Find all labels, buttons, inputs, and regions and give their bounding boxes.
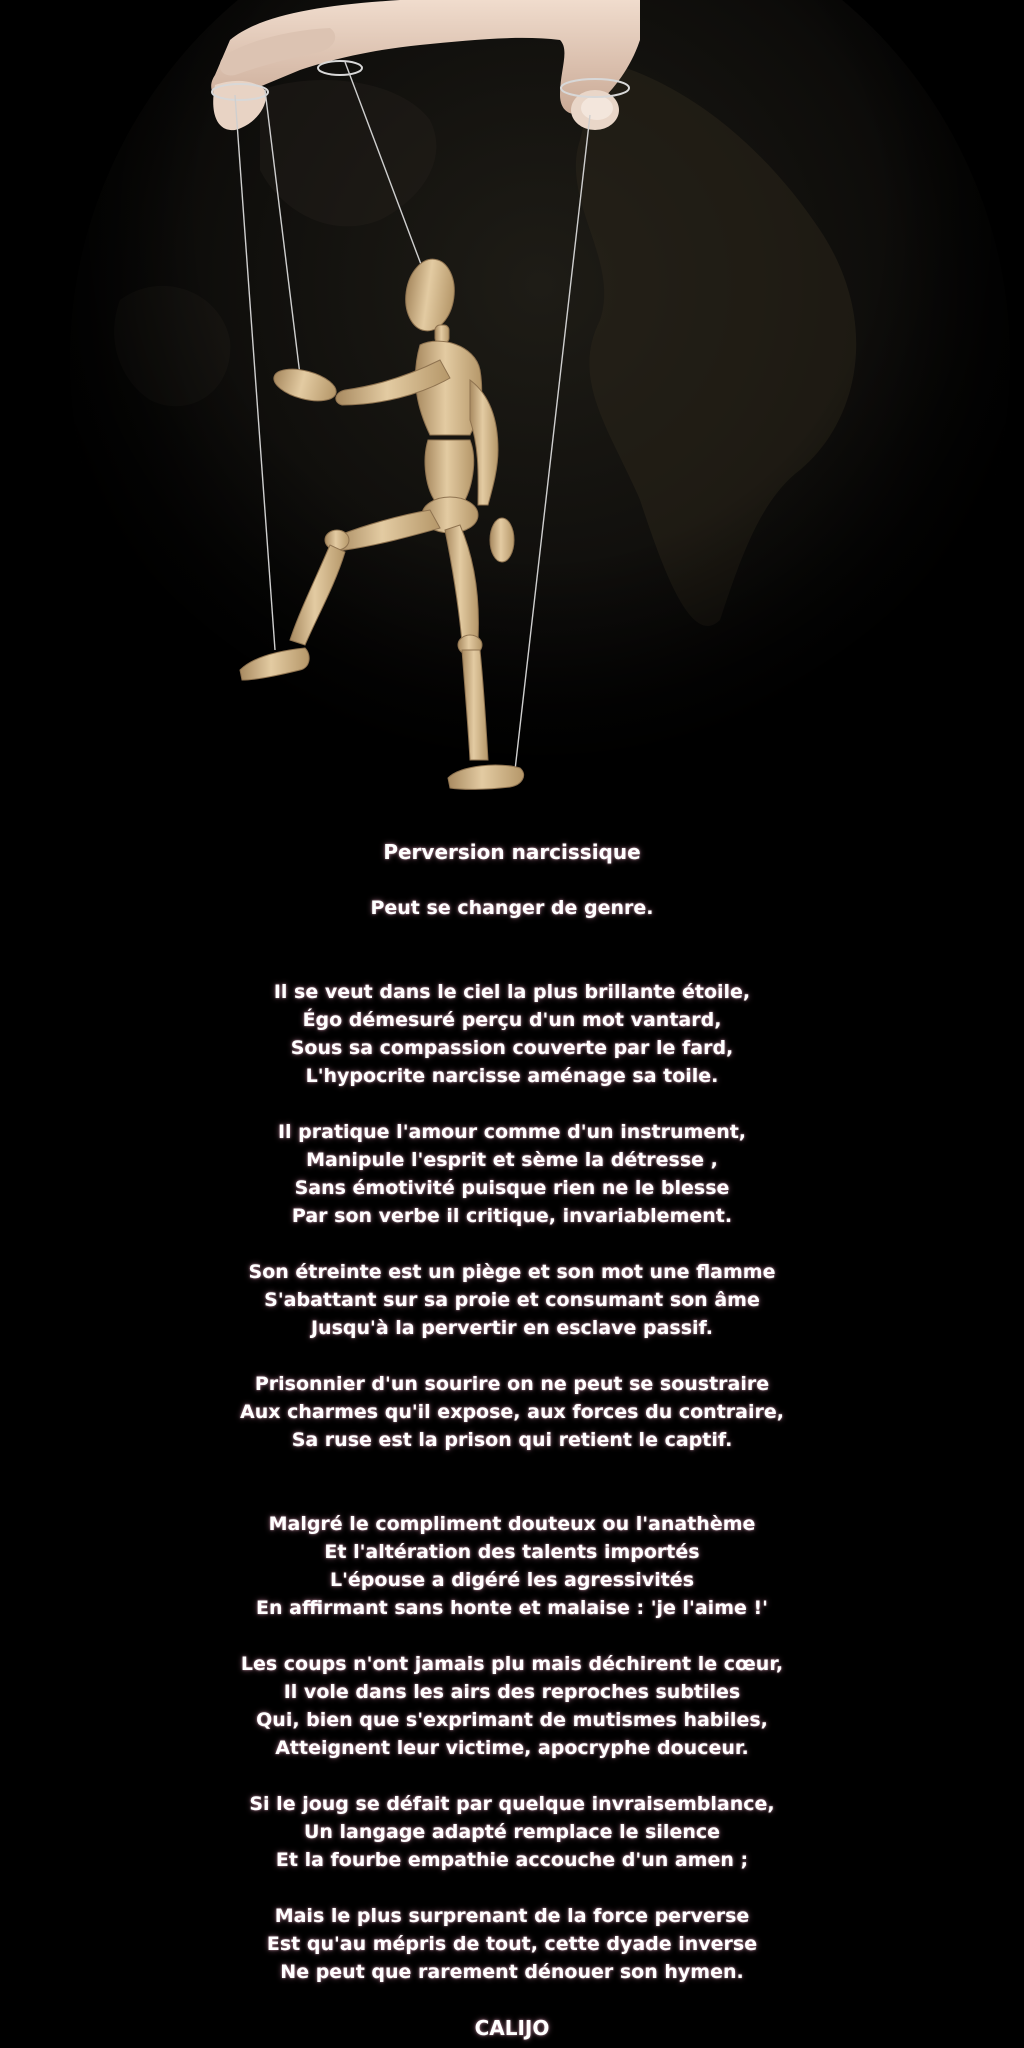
poem-line: Est qu'au mépris de tout, cette dyade inverse xyxy=(266,1933,758,1955)
poem-line: Prisonnier d'un sourire on ne peut se soustraire xyxy=(254,1373,770,1395)
poem-line: En affirmant sans honte et malaise : 'je l'aime !' xyxy=(256,1597,768,1619)
stanza-8 xyxy=(0,1902,1024,1986)
poem-line: Malgré le compliment douteux ou l'anathème xyxy=(268,1513,756,1535)
poem-subtitle: Peut se changer de genre. xyxy=(370,897,654,919)
marionette-illustration xyxy=(0,0,1024,820)
stanza-1 xyxy=(0,978,1024,1090)
poem-line: Par son verbe il critique, invariablement. xyxy=(291,1205,733,1227)
poem-line: Et l'altération des talents importés xyxy=(324,1541,700,1563)
poem-line: Qui, bien que s'exprimant de mutismes habiles, xyxy=(256,1709,768,1731)
poem-line: Les coups n'ont jamais plu mais déchirent le cœur, xyxy=(240,1653,784,1675)
poem-line: Ne peut que rarement dénouer son hymen. xyxy=(280,1961,744,1983)
globe xyxy=(70,0,1010,820)
author-signature: CALIJO xyxy=(474,2016,550,2040)
poem-line: Mais le plus surprenant de la force perverse xyxy=(274,1905,750,1927)
stanza-7 xyxy=(0,1790,1024,1874)
stanza-4 xyxy=(0,1370,1024,1454)
poem-line: Il vole dans les airs des reproches subtiles xyxy=(283,1681,741,1703)
stanza-5 xyxy=(0,1510,1024,1622)
poem-line: Si le joug se défait par quelque invraisemblance, xyxy=(249,1793,775,1815)
poem-line: Et la fourbe empathie accouche d'un amen ; xyxy=(275,1849,749,1871)
stanza-3 xyxy=(0,1258,1024,1342)
stanza-6 xyxy=(0,1650,1024,1762)
poem-line: Son étreinte est un piège et son mot une flamme xyxy=(248,1261,776,1283)
poem xyxy=(0,838,1024,2042)
poem-line: Sous sa compassion couverte par le fard, xyxy=(290,1037,734,1059)
poem-line: Manipule l'esprit et sème la détresse , xyxy=(306,1149,718,1171)
poem-title: Perversion narcissique xyxy=(383,840,641,864)
poem-line: Un langage adapté remplace le silence xyxy=(303,1821,721,1843)
poem-line: Sa ruse est la prison qui retient le captif. xyxy=(291,1429,733,1451)
poem-line: Aux charmes qu'il expose, aux forces du contraire, xyxy=(240,1401,784,1423)
poem-line: Il se veut dans le ciel la plus brillante étoile, xyxy=(273,981,751,1003)
poem-line: Jusqu'à la pervertir en esclave passif. xyxy=(310,1317,713,1339)
poem-line: Sans émotivité puisque rien ne le blesse xyxy=(294,1177,730,1199)
poem-line: L'épouse a digéré les agressivités xyxy=(329,1569,694,1591)
poem-line: L'hypocrite narcisse aménage sa toile. xyxy=(305,1065,719,1087)
poem-line: S'abattant sur sa proie et consumant son âme xyxy=(264,1289,760,1311)
poem-line: Égo démesuré perçu d'un mot vantard, xyxy=(302,1009,722,1031)
poem-line: Il pratique l'amour comme d'un instrument, xyxy=(277,1121,747,1143)
poem-line: Atteignent leur victime, apocryphe douceur. xyxy=(275,1737,749,1759)
stanza-2 xyxy=(0,1118,1024,1230)
